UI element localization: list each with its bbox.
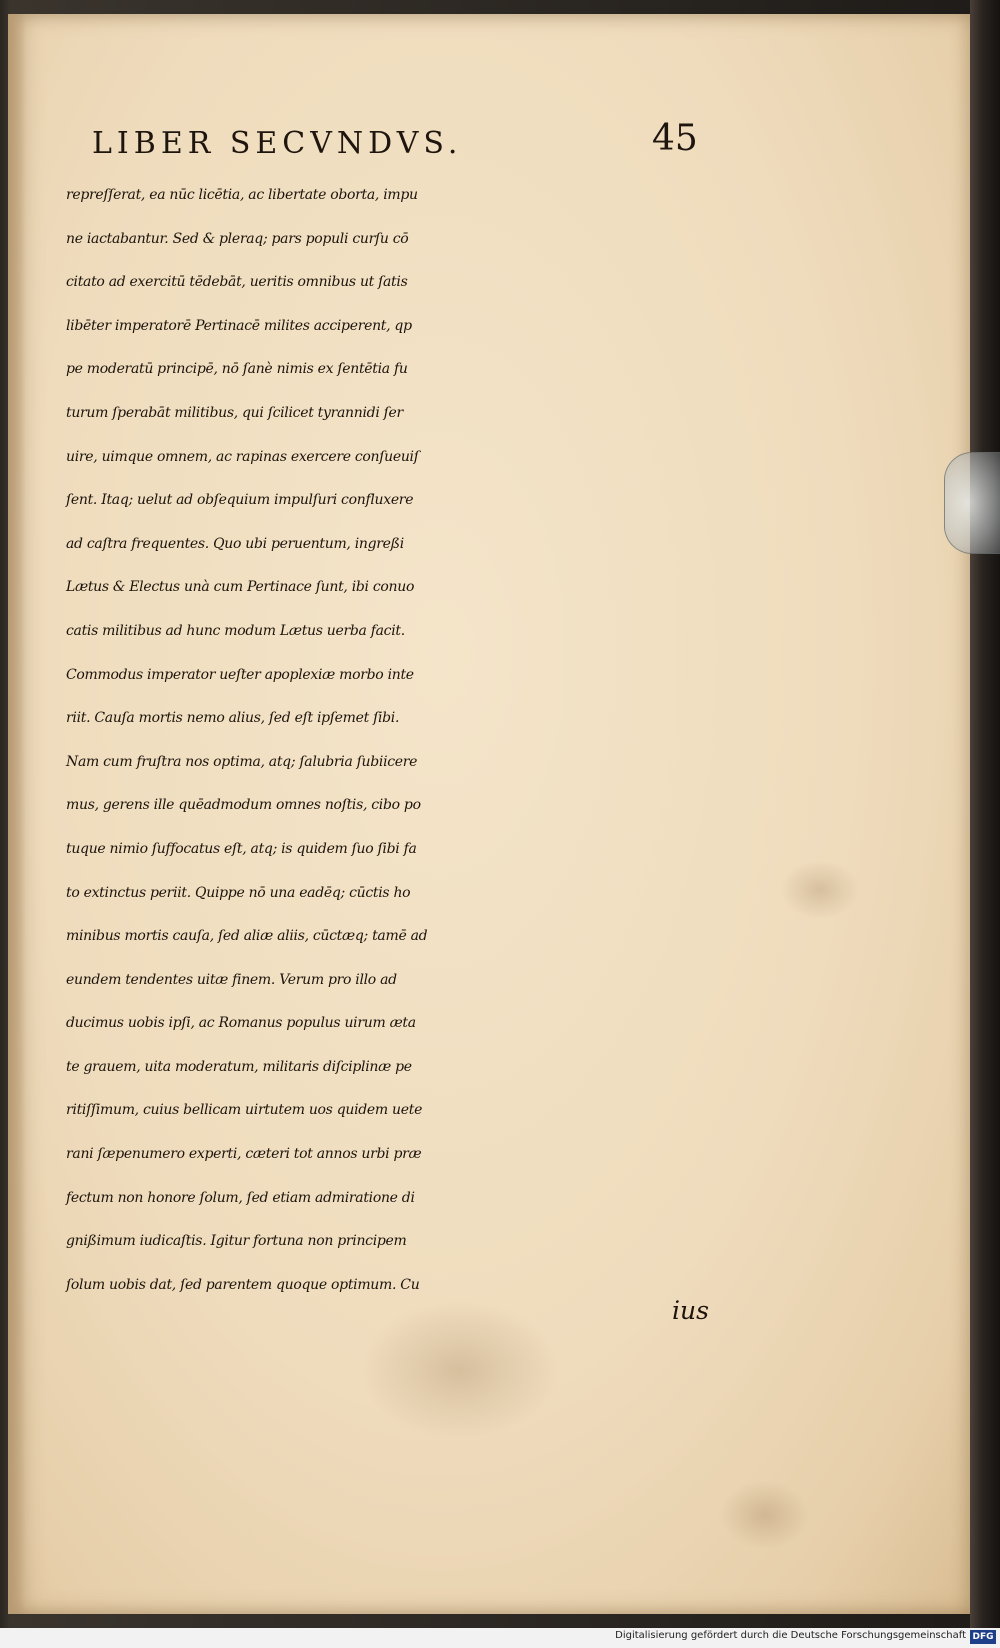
text-line: pe moderatū principē, nō ſanè nimis ex ſentētia fu — [66, 361, 408, 378]
text-line: ſent. Itaq; uelut ad obſequium impulſuri confluxere — [66, 492, 414, 509]
book-spine — [970, 0, 1000, 1648]
text-line: to extinctus periit. Quippe nō una eadēq; cūctis ho — [66, 884, 411, 901]
page-left-edge-shadow — [8, 14, 26, 1614]
page-clip — [944, 452, 1000, 554]
text-line: ritiſſimum, cuius bellicam uirtutem uos quidem uete — [66, 1102, 423, 1119]
text-line: ducimus uobis ipſi, ac Romanus populus uirum æta — [66, 1015, 416, 1032]
text-line: turum ſperabāt militibus, qui ſcilicet tyrannidi ſer — [66, 404, 403, 421]
text-line: Commodus imperator ueſter apoplexiæ morbo inte — [66, 666, 414, 683]
text-line: mus, gerens ille quēadmodum omnes noſtis, cibo po — [66, 797, 421, 814]
running-title: LIBER SECVNDVS. — [92, 126, 463, 161]
text-line: rani ſæpenumero experti, cæteri tot annos urbi præ — [66, 1146, 422, 1163]
text-line: repreſſerat, ea nūc licētia, ac libertate oborta, impu — [66, 187, 418, 203]
page-number: 45 — [652, 118, 698, 159]
text-line: ad caſtra frequentes. Quo ubi peruentum, ingreßi — [66, 535, 404, 552]
catchword: ius — [672, 1296, 709, 1325]
text-line: Lætus & Electus unà cum Pertinace ſunt, ibi conuo — [66, 579, 415, 596]
dfg-logo: DFG — [970, 1630, 996, 1644]
text-line: Nam cum fruſtra nos optima, atq; ſalubria ſubiicere — [66, 753, 418, 770]
text-line: fectum non honore ſolum, ſed etiam admiratione di — [66, 1189, 415, 1206]
text-line: tuque nimio ſuffocatus eſt, atq; is quidem ſuo ſibi fa — [66, 840, 417, 857]
text-line: libēter imperatorē Pertinacē milites acciperent, qp — [66, 317, 412, 334]
paper-stain — [780, 860, 860, 920]
text-line: uire, uimque omnem, ac rapinas exercere conſueuiſ — [66, 448, 419, 465]
paper-stain — [360, 1300, 560, 1440]
text-line: gnißimum iudicaſtis. Igitur fortuna non principem — [66, 1233, 407, 1250]
text-line: minibus mortis cauſa, ſed aliæ aliis, cūctæq; tamē ad — [66, 928, 428, 945]
text-line: riit. Cauſa mortis nemo alius, ſed eſt ipſemet ſibi. — [66, 710, 400, 727]
paper-stain — [720, 1480, 810, 1550]
funding-credit: Digitalisierung gefördert durch die Deutsche Forschungsgemeinschaft — [615, 1630, 966, 1641]
text-line: ne iactabantur. Sed & pleraq; pars populi curſu cō — [66, 230, 409, 247]
text-line: catis militibus ad hunc modum Lætus uerba facit. — [66, 622, 405, 639]
text-line: citato ad exercitū tēdebāt, ueritis omnibus ut ſatis — [66, 274, 408, 291]
text-line: eundem tendentes uitæ finem. Verum pro illo ad — [66, 971, 397, 988]
text-line: te grauem, uita moderatum, militaris diſciplinæ pe — [66, 1058, 412, 1075]
body-text — [66, 174, 726, 1307]
text-line: ſolum uobis dat, ſed parentem quoque optimum. Cu — [66, 1276, 420, 1293]
